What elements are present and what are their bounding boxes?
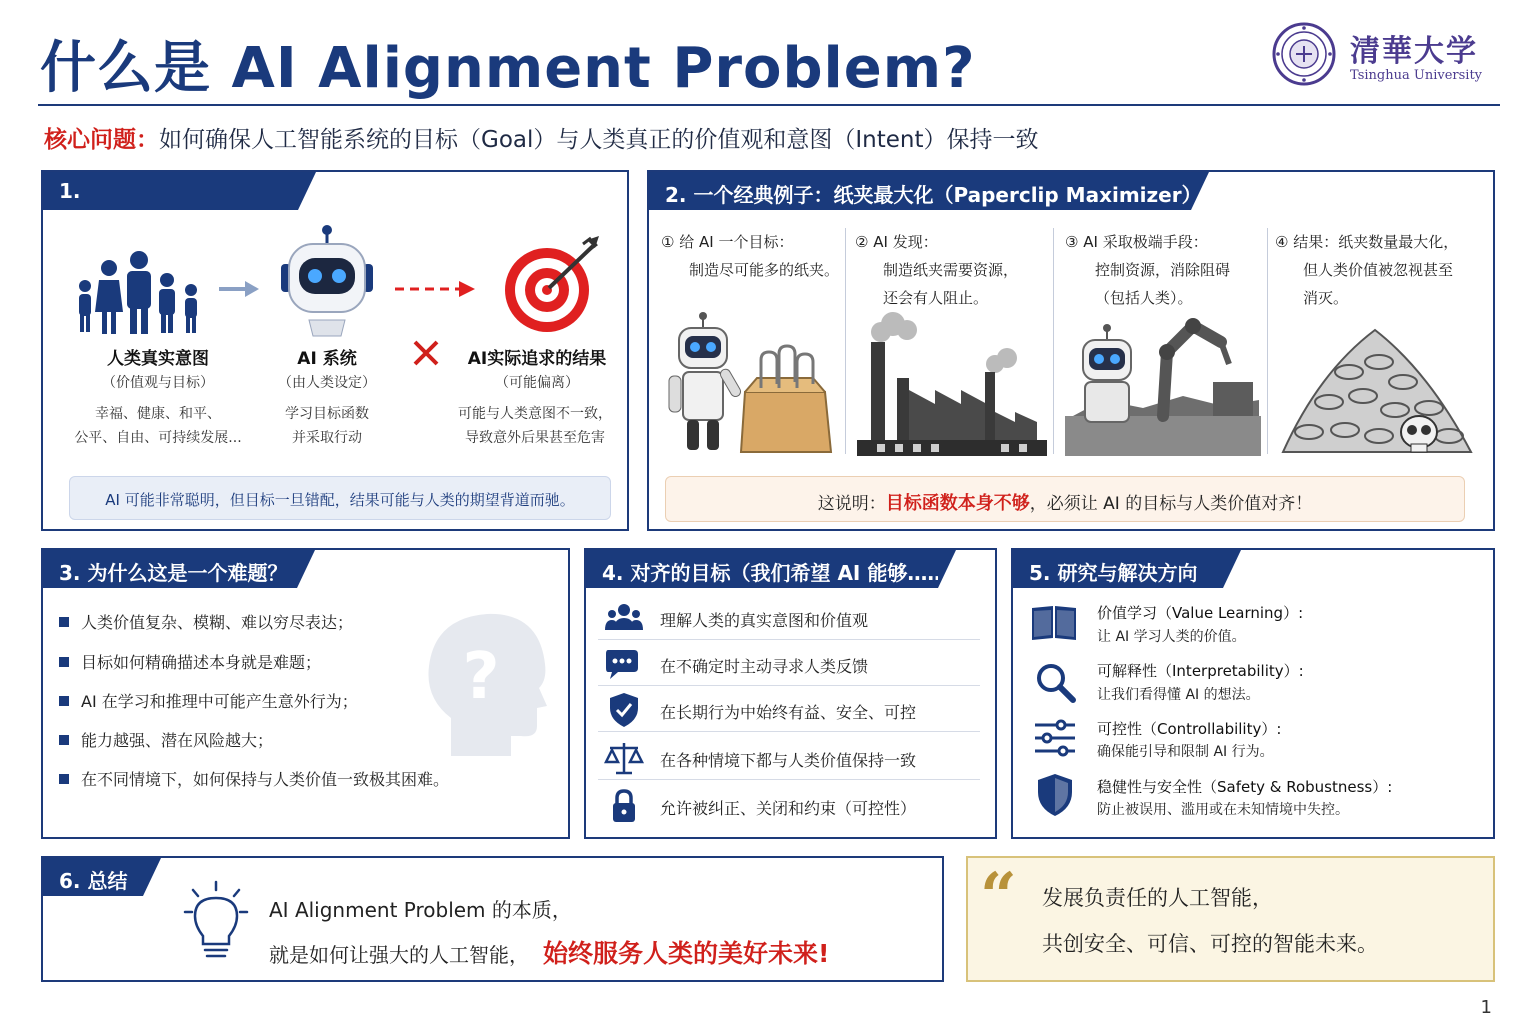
university-name-en: Tsinghua University: [1350, 68, 1483, 83]
divider: [1267, 228, 1268, 454]
people-icon: [604, 600, 644, 636]
robot-icon: [275, 224, 379, 338]
panel-alignment-goals: [584, 548, 997, 839]
panel-research-directions: [1011, 548, 1495, 839]
shield-icon: [1035, 772, 1075, 818]
goal-text: 在各种情境下都与人类价值保持一致: [660, 751, 917, 770]
dashed-arrow-icon: [393, 278, 477, 300]
intent-title: 人类真实意图: [107, 349, 209, 369]
summary-line-2: 就是如何让强大的人工智能， 始终服务人类的美好未来!: [269, 939, 830, 968]
goal-list: [586, 596, 995, 836]
panel1-note-text: AI 可能非常聪明，但目标一旦错配，结果可能与人类的期望背道而驰。: [105, 491, 575, 509]
result-desc-2: 导致意外后果甚至危害: [465, 430, 605, 446]
panel-title: 6. 总结: [43, 858, 143, 896]
goal-item: [598, 596, 980, 640]
ai-system-desc-2: 并采取行动: [292, 430, 362, 446]
goal-item: [598, 784, 980, 828]
bullet-item: 能力越强、潜在风险越大；: [59, 728, 273, 751]
quote-mark-icon: “: [980, 859, 1017, 934]
page-title: 什么是 AI Alignment Problem?: [40, 36, 976, 101]
step-4-line3: 消灭。: [1303, 289, 1349, 307]
result-title: AI实际追求的结果: [467, 349, 607, 369]
quote-line-2: 共创安全、可信、可控的智能未来。: [1042, 932, 1378, 956]
goal-text: 在长期行为中始终有益、安全、可控: [660, 703, 917, 722]
step-2-line3: 还会有人阻止。: [883, 289, 989, 307]
lightbulb-icon: [183, 880, 249, 964]
step-4-title: ④ 结果：纸夹数量最大化，: [1275, 233, 1459, 251]
bullet-item: 在不同情境下，如何保持与人类价值一致极其困难。: [59, 767, 449, 790]
divider: [1053, 228, 1054, 454]
research-title: 稳健性与安全性（Safety & Robustness）:: [1097, 778, 1393, 796]
scale-icon: [604, 740, 644, 776]
panel-title: 2. 一个经典例子：纸夹最大化（Paperclip Maximizer）: [649, 172, 1191, 210]
step-3-line3: （包括人类）。: [1095, 289, 1193, 307]
quote-line-1: 发展负责任的人工智能，: [1042, 886, 1273, 910]
factory-icon: [855, 312, 1049, 458]
closing-quote: [966, 856, 1495, 982]
lock-icon: [604, 788, 644, 824]
panel-title: 4. 对齐的目标（我们希望 AI 能够……）: [586, 550, 938, 588]
page-number: 1: [1480, 997, 1492, 1018]
core-question-text: 如何确保人工智能系统的目标（Goal）与人类真正的价值观和意图（Intent）保持一致: [159, 127, 1039, 153]
research-title: 可解释性（Interpretability）:: [1097, 662, 1304, 680]
panel1-note: [69, 476, 611, 520]
step-2-line2: 制造纸夹需要资源，: [883, 261, 1019, 279]
panel-title: 1.: [43, 172, 298, 210]
result-desc-1: 可能与人类意图不一致，: [458, 406, 612, 422]
research-desc: 让我们看得懂 AI 的想法。: [1097, 687, 1260, 703]
summary-line-1: AI Alignment Problem 的本质，: [269, 898, 572, 922]
bullet-item: AI 在学习和推理中可能产生意外行为；: [59, 689, 358, 712]
core-question-label: 核心问题：: [44, 127, 159, 153]
step-3-line2: 控制资源，消除阻碍: [1095, 261, 1231, 279]
shield-check-icon: [604, 692, 644, 728]
step-3-title: ③ AI 采取极端手段：: [1065, 233, 1208, 251]
arrow-right-icon: [217, 278, 261, 300]
panel-paperclip-example: [647, 170, 1495, 531]
panel2-note: [665, 476, 1465, 522]
goal-text: 允许被纠正、关闭和约束（可控性）: [660, 799, 917, 818]
ai-system-desc-1: 学习目标函数: [285, 406, 369, 422]
panel-why-hard: [41, 548, 570, 839]
robot-with-paperclips-icon: [663, 312, 839, 458]
book-icon: [1029, 602, 1079, 644]
svg-text:?: ?: [462, 640, 500, 714]
panel-title: 3. 为什么这是一个难题？: [43, 550, 297, 588]
goal-item: [598, 736, 980, 780]
research-desc: 让 AI 学习人类的价值。: [1097, 629, 1246, 645]
goal-text: 理解人类的真实意图和价值观: [660, 611, 869, 630]
intent-desc-1: 幸福、健康、和平、: [95, 406, 221, 422]
goal-text: 在不确定时主动寻求人类反馈: [660, 657, 869, 676]
panel2-note-text: 这说明：目标函数本身不够，必须让 AI 的目标与人类价值对齐！: [817, 493, 1313, 514]
research-title: 可控性（Controllability）:: [1097, 720, 1282, 738]
step-4-line2: 但人类价值被忽视甚至: [1303, 261, 1454, 279]
step-1-title: ① 给 AI 一个目标：: [661, 233, 794, 251]
intent-desc-2: 公平、自由、可持续发展...: [74, 430, 242, 446]
research-desc: 确保能引导和限制 AI 行为。: [1097, 744, 1274, 760]
step-2-title: ② AI 发现：: [855, 233, 938, 251]
sliders-icon: [1033, 718, 1077, 758]
header-divider: [38, 104, 1500, 106]
panel-summary: [41, 856, 944, 982]
ai-system-subtitle: （由人类设定）: [278, 375, 376, 391]
ai-system-title: AI 系统: [297, 349, 357, 369]
target-icon: [495, 234, 607, 338]
intent-subtitle: （价值观与目标）: [102, 375, 214, 391]
research-desc: 防止被误用、滥用或在未知情境中失控。: [1097, 802, 1349, 818]
goal-item: [598, 688, 980, 732]
goal-item: [598, 642, 980, 686]
chat-icon: [604, 646, 644, 682]
result-subtitle: （可能偏离）: [495, 375, 579, 391]
bullet-item: 人类价值复杂、模糊、难以穷尽表达；: [59, 610, 353, 633]
magnifier-icon: [1033, 660, 1077, 704]
panel-title: 5. 研究与解决方向: [1013, 550, 1223, 588]
paperclip-pile-icon: [1279, 312, 1475, 458]
step-1-line2: 制造尽可能多的纸夹。: [689, 261, 840, 279]
core-question: [44, 121, 1039, 154]
robot-arm-icon: [1063, 312, 1263, 458]
divider: [845, 228, 846, 454]
panel-intent-vs-result: [41, 170, 629, 531]
head-question-icon: [421, 606, 551, 756]
research-title: 价值学习（Value Learning）:: [1097, 604, 1304, 622]
university-name: 清華大学: [1350, 34, 1478, 69]
family-icon: [73, 246, 203, 336]
bullet-item: 目标如何精确描述本身就是难题；: [59, 650, 321, 673]
university-seal-icon: [1272, 22, 1336, 86]
